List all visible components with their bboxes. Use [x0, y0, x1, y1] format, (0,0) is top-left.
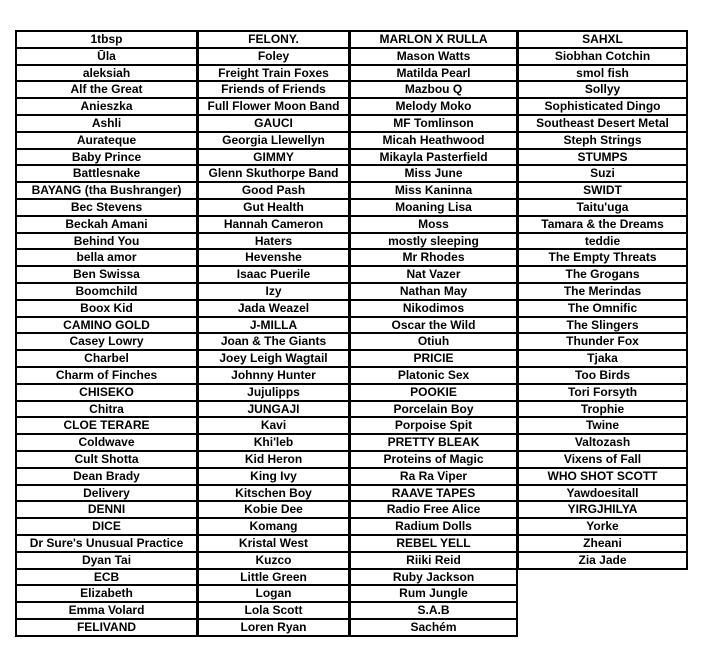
table-cell: The Merindas — [517, 284, 688, 301]
table-cell: Casey Lowry — [15, 334, 198, 351]
table-cell: POOKIE — [349, 385, 518, 402]
table-cell: Emma Volard — [15, 603, 198, 620]
table-cell: Tamara & the Dreams — [517, 217, 688, 234]
table-cell: Nathan May — [349, 284, 518, 301]
table-cell: Isaac Puerile — [197, 267, 350, 284]
table-cell: MARLON X RULLA — [349, 30, 518, 49]
table-cell: Oscar the Wild — [349, 318, 518, 335]
table-cell: Steph Strings — [517, 133, 688, 150]
table-cell: Aurateque — [15, 133, 198, 150]
table-cell: Siobhan Cotchin — [517, 49, 688, 66]
table-cell: Twine — [517, 418, 688, 435]
table-cell: Miss Kaninna — [349, 183, 518, 200]
table-cell: Micah Heathwood — [349, 133, 518, 150]
table-cell: Ruby Jackson — [349, 570, 518, 587]
table-cell: PRICIE — [349, 351, 518, 368]
table-cell: Melody Moko — [349, 99, 518, 116]
table-cell: YIRGJHILYA — [517, 502, 688, 519]
table-cell: Kavi — [197, 418, 350, 435]
table-cell: The Slingers — [517, 318, 688, 335]
table-cell: Loren Ryan — [197, 620, 350, 637]
table-cell: bella amor — [15, 250, 198, 267]
table-cell: Charm of Finches — [15, 368, 198, 385]
table-cell: smol fish — [517, 66, 688, 83]
table-cell: King Ivy — [197, 469, 350, 486]
table-cell: Tjaka — [517, 351, 688, 368]
table-cell: Elizabeth — [15, 586, 198, 603]
table-cell: mostly sleeping — [349, 234, 518, 251]
table-cell: Good Pash — [197, 183, 350, 200]
table-cell: Rum Jungle — [349, 586, 518, 603]
table-cell: Kitschen Boy — [197, 486, 350, 503]
table-cell: Boomchild — [15, 284, 198, 301]
table-cell: Joan & The Giants — [197, 334, 350, 351]
table-cell: Yawdoesitall — [517, 486, 688, 503]
table-cell: Beckah Amani — [15, 217, 198, 234]
table-cell: WHO SHOT SCOTT — [517, 469, 688, 486]
table-cell: Zheani — [517, 536, 688, 553]
table-cell: Georgia Llewellyn — [197, 133, 350, 150]
table-cell: Full Flower Moon Band — [197, 99, 350, 116]
table-cell: ECB — [15, 570, 198, 587]
table-cell: Chitra — [15, 402, 198, 419]
table-cell: Otiuh — [349, 334, 518, 351]
table-cell: Freight Train Foxes — [197, 66, 350, 83]
table-column-3 — [349, 30, 518, 637]
table-cell: Dr Sure's Unusual Practice — [15, 536, 198, 553]
table-cell: MF Tomlinson — [349, 116, 518, 133]
table-cell: Behind You — [15, 234, 198, 251]
table-cell: Mr Rhodes — [349, 250, 518, 267]
table-cell: Cult Shotta — [15, 452, 198, 469]
table-cell: Valtozash — [517, 435, 688, 452]
table-cell: Thunder Fox — [517, 334, 688, 351]
table-cell: Komang — [197, 519, 350, 536]
table-cell: Moaning Lisa — [349, 200, 518, 217]
table-cell: Suzi — [517, 166, 688, 183]
table-cell: Alf the Great — [15, 82, 198, 99]
table-cell: GIMMY — [197, 150, 350, 167]
table-cell: Delivery — [15, 486, 198, 503]
table-cell: Trophie — [517, 402, 688, 419]
table-cell: FELONY. — [197, 30, 350, 49]
table-cell: Southeast Desert Metal — [517, 116, 688, 133]
table-cell: Dyan Tai — [15, 553, 198, 570]
table-cell: BAYANG (tha Bushranger) — [15, 183, 198, 200]
table-cell: Joey Leigh Wagtail — [197, 351, 350, 368]
table-cell: Radio Free Alice — [349, 502, 518, 519]
table-cell: Kristal West — [197, 536, 350, 553]
table-cell: Anieszka — [15, 99, 198, 116]
table-cell: The Grogans — [517, 267, 688, 284]
table-cell: Zia Jade — [517, 553, 688, 570]
table-column-4 — [517, 30, 688, 570]
table-cell: Foley — [197, 49, 350, 66]
table-cell: Kid Heron — [197, 452, 350, 469]
table-cell: 1tbsp — [15, 30, 198, 49]
table-cell: REBEL YELL — [349, 536, 518, 553]
table-cell: Khi'leb — [197, 435, 350, 452]
table-cell: GAUCI — [197, 116, 350, 133]
table-cell: DENNI — [15, 502, 198, 519]
table-cell: Mikayla Pasterfield — [349, 150, 518, 167]
table-cell: Battlesnake — [15, 166, 198, 183]
table-cell: Radium Dolls — [349, 519, 518, 536]
table-cell: Kobie Dee — [197, 502, 350, 519]
table-cell: Nat Vazer — [349, 267, 518, 284]
table-cell: Little Green — [197, 570, 350, 587]
table-cell: Porcelain Boy — [349, 402, 518, 419]
table-cell: Bec Stevens — [15, 200, 198, 217]
table-cell: Haters — [197, 234, 350, 251]
table-cell: Johnny Hunter — [197, 368, 350, 385]
table-cell: SAHXL — [517, 30, 688, 49]
table-cell: The Omnific — [517, 301, 688, 318]
table-cell: Ashli — [15, 116, 198, 133]
table-cell: Ben Swissa — [15, 267, 198, 284]
table-cell: Hannah Cameron — [197, 217, 350, 234]
table-cell: Sollyy — [517, 82, 688, 99]
table-cell: Logan — [197, 586, 350, 603]
table-cell: Riiki Reid — [349, 553, 518, 570]
table-cell: Ūla — [15, 49, 198, 66]
table-cell: Friends of Friends — [197, 82, 350, 99]
table-cell: Hevenshe — [197, 250, 350, 267]
table-cell: Mason Watts — [349, 49, 518, 66]
table-cell: Jada Weazel — [197, 301, 350, 318]
table-cell: Proteins of Magic — [349, 452, 518, 469]
table-cell: Platonic Sex — [349, 368, 518, 385]
table-cell: Glenn Skuthorpe Band — [197, 166, 350, 183]
table-cell: teddie — [517, 234, 688, 251]
table-cell: Porpoise Spit — [349, 418, 518, 435]
table-cell: Tori Forsyth — [517, 385, 688, 402]
table-cell: SWIDT — [517, 183, 688, 200]
table-cell: Mazbou Q — [349, 82, 518, 99]
table-cell: Gut Health — [197, 200, 350, 217]
table-cell: Coldwave — [15, 435, 198, 452]
table-cell: CLOE TERARE — [15, 418, 198, 435]
table-cell: Too Birds — [517, 368, 688, 385]
table-cell: CHISEKO — [15, 385, 198, 402]
table-cell: PRETTY BLEAK — [349, 435, 518, 452]
table-cell: Nikodimos — [349, 301, 518, 318]
table-cell: Ra Ra Viper — [349, 469, 518, 486]
table-cell: STUMPS — [517, 150, 688, 167]
table-cell: RAAVE TAPES — [349, 486, 518, 503]
table-cell: Kuzco — [197, 553, 350, 570]
table-cell: Charbel — [15, 351, 198, 368]
table-cell: J-MILLA — [197, 318, 350, 335]
table-cell: Jujulipps — [197, 385, 350, 402]
table-cell: JUNGAJI — [197, 402, 350, 419]
table-column-1 — [15, 30, 198, 637]
table-cell: Izy — [197, 284, 350, 301]
table-cell: The Empty Threats — [517, 250, 688, 267]
table-column-2 — [197, 30, 350, 637]
table-cell: Sophisticated Dingo — [517, 99, 688, 116]
table-cell: Boox Kid — [15, 301, 198, 318]
table-cell: FELIVAND — [15, 620, 198, 637]
table-cell: Miss June — [349, 166, 518, 183]
table-cell: Dean Brady — [15, 469, 198, 486]
table-cell: Taitu'uga — [517, 200, 688, 217]
table-cell: Vixens of Fall — [517, 452, 688, 469]
table-cell: Sachém — [349, 620, 518, 637]
table-cell: DICE — [15, 519, 198, 536]
table-cell: S.A.B — [349, 603, 518, 620]
table-cell: Baby Prince — [15, 150, 198, 167]
table-cell: aleksiah — [15, 66, 198, 83]
table-cell: Yorke — [517, 519, 688, 536]
table-cell: Lola Scott — [197, 603, 350, 620]
table-cell: CAMINO GOLD — [15, 318, 198, 335]
table-cell: Moss — [349, 217, 518, 234]
table-cell: Matilda Pearl — [349, 66, 518, 83]
